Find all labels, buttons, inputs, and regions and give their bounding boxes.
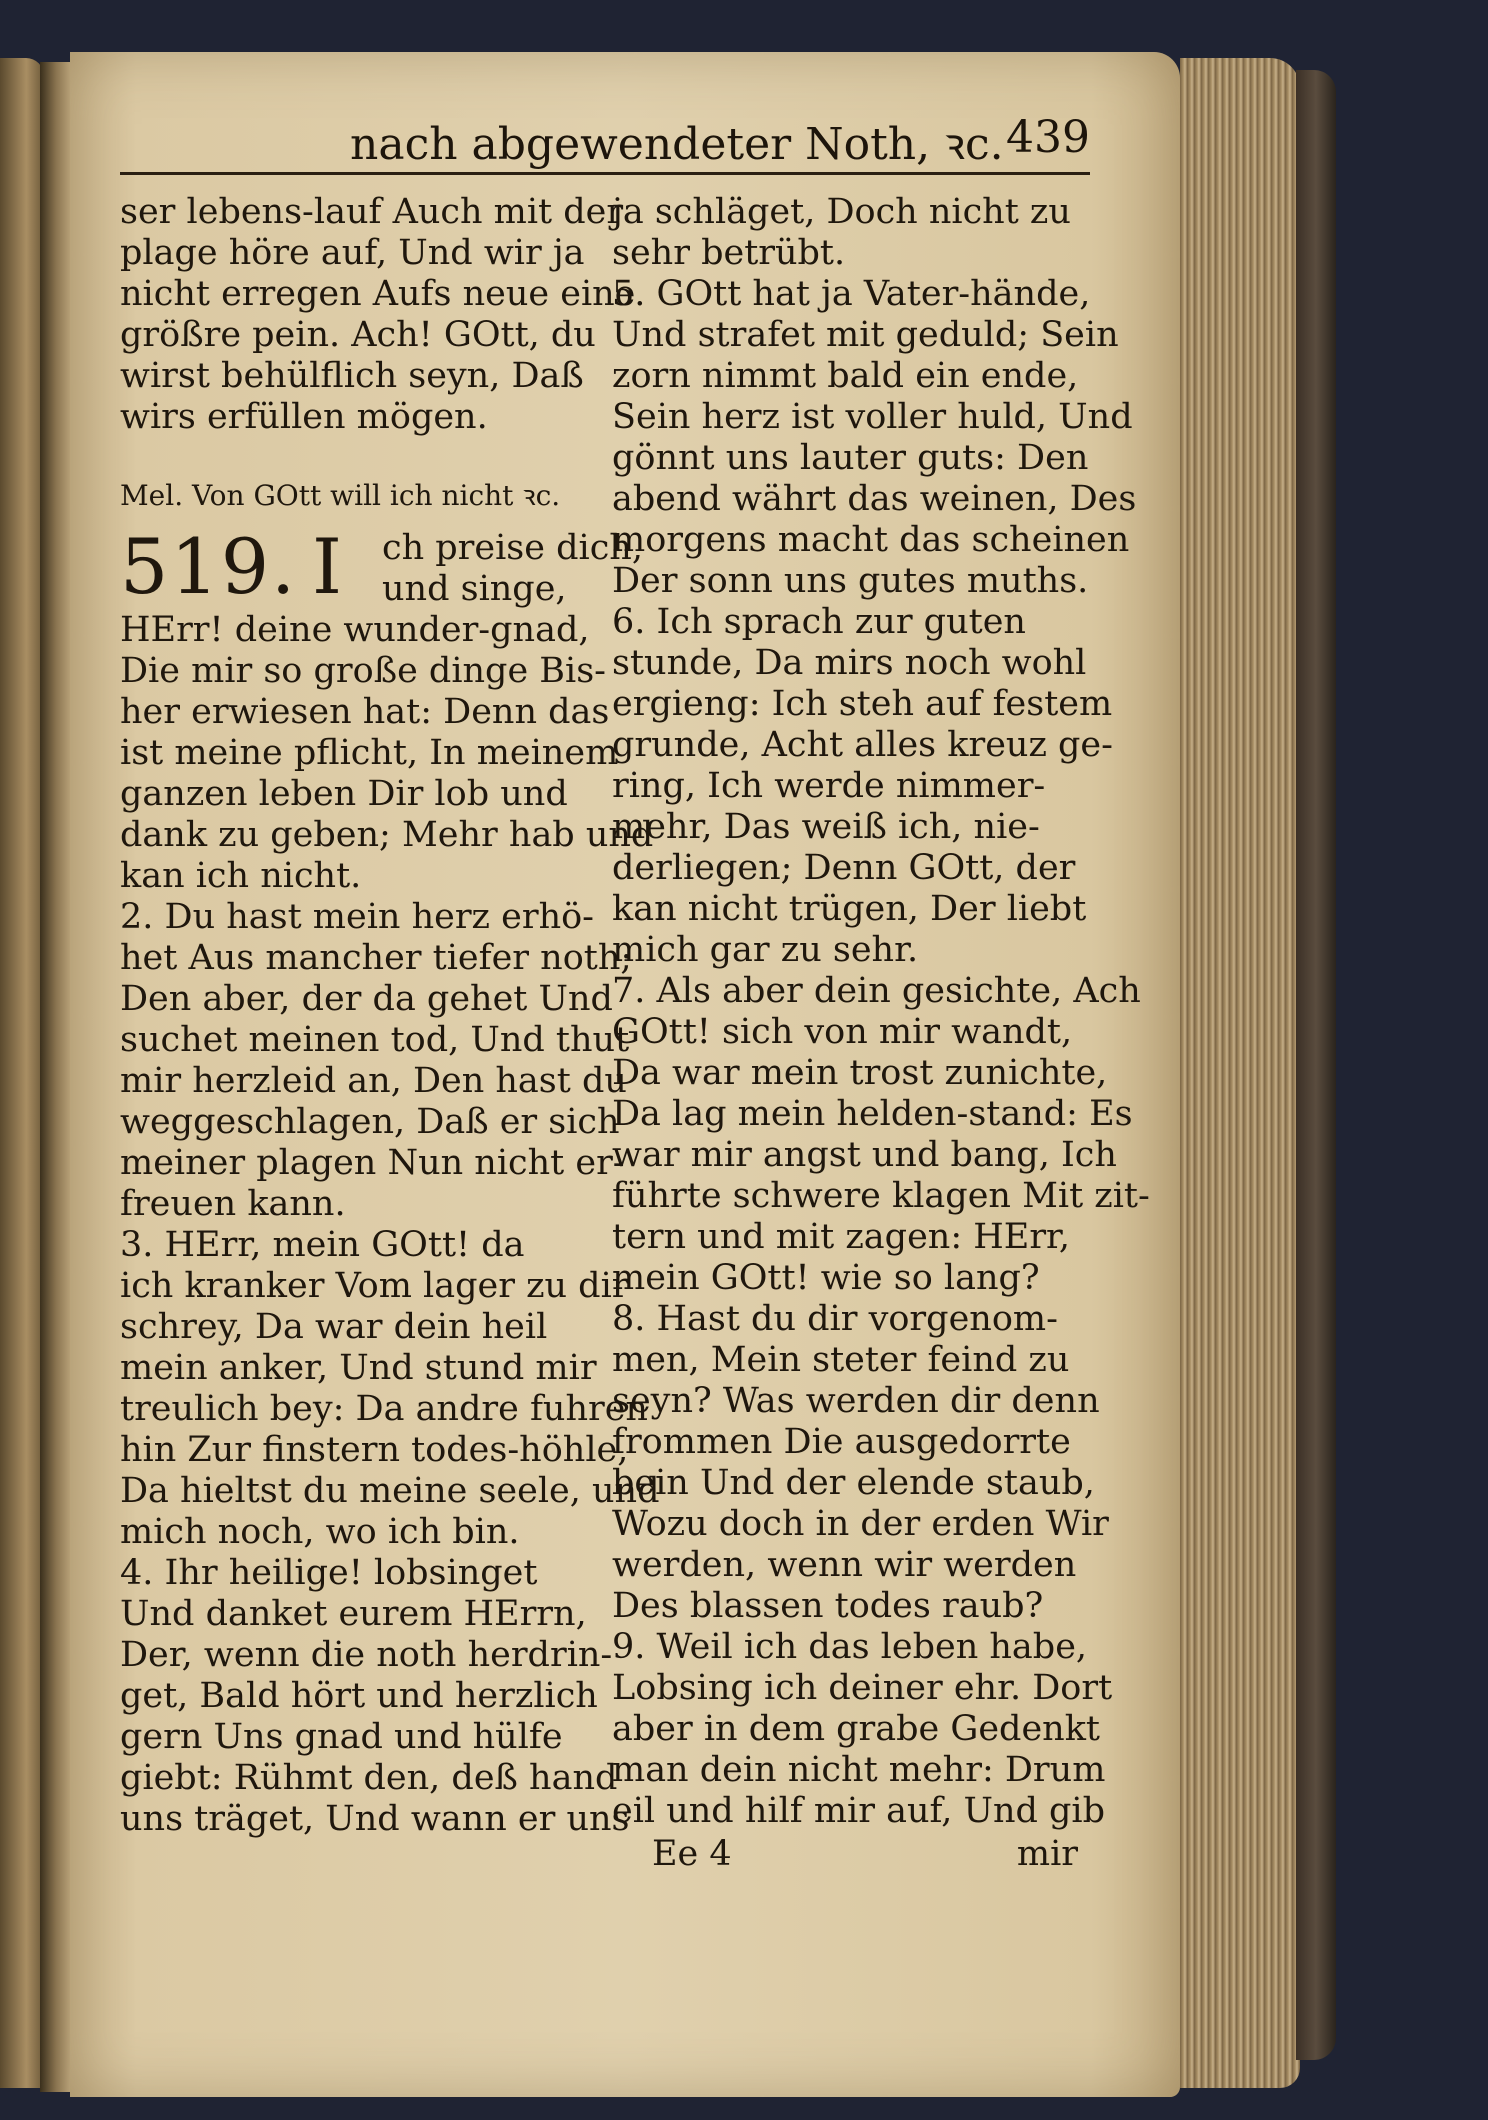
text-line: Lobsing ich deiner ehr. Dort <box>612 1668 1113 1708</box>
text-line: het Aus mancher tiefer noth; <box>120 938 633 978</box>
text-line: eil und hilf mir auf, Und gib <box>612 1791 1106 1831</box>
hymn-number: 519. <box>120 522 298 611</box>
page-footer <box>612 1834 1082 1875</box>
text-line: freuen kann. <box>120 1184 346 1224</box>
text-line: 5. GOtt hat ja Vater-hände, <box>612 274 1091 314</box>
text-line: zorn nimmt bald ein ende, <box>612 356 1079 396</box>
text-line: Und strafet mit geduld; Sein <box>612 315 1119 355</box>
text-line: mich noch, wo ich bin. <box>120 1512 520 1552</box>
text-line: treulich bey: Da andre fuhren <box>120 1389 648 1429</box>
text-line: grunde, Acht alles kreuz ge- <box>612 725 1113 765</box>
text-line: Wozu doch in der erden Wir <box>612 1504 1109 1544</box>
text-line: get, Bald hört und herzlich <box>120 1676 598 1716</box>
text-line: mich gar zu sehr. <box>612 930 919 970</box>
text-line: ring, Ich werde nimmer- <box>612 766 1046 806</box>
text-line: 2. Du hast mein herz erhö- <box>120 897 595 937</box>
signature-mark: Ee 4 <box>652 1834 732 1874</box>
text-line: Sein herz ist voller huld, Und <box>612 397 1133 437</box>
text-line: suchet meinen tod, Und thut <box>120 1020 630 1060</box>
text-line: men, Mein steter feind zu <box>612 1340 1070 1380</box>
text-line: ch preise dich, <box>382 528 643 568</box>
text-line: seyn? Was werden dir denn <box>612 1381 1100 1421</box>
text-line: abend währt das weinen, Des <box>612 479 1137 519</box>
text-line: kan nicht trügen, Der liebt <box>612 889 1087 929</box>
hymn-start <box>120 522 643 611</box>
text-line: 9. Weil ich das leben habe, <box>612 1627 1088 1667</box>
text-line: 7. Als aber dein gesichte, Ach <box>612 971 1141 1011</box>
catchword: mir <box>1016 1834 1078 1874</box>
text-line: gönnt uns lauter guts: Den <box>612 438 1089 478</box>
melody-indication: Mel. Von GOtt will ich nicht ꝛc. <box>120 479 561 512</box>
text-line: wirs erfüllen mögen. <box>120 397 488 437</box>
text-line: man dein nicht mehr: Drum <box>612 1750 1106 1790</box>
text-line: Den aber, der da gehet Und <box>120 979 613 1019</box>
text-line: ich kranker Vom lager zu dir <box>120 1266 629 1306</box>
text-line: ja schläget, Doch nicht zu <box>612 192 1071 232</box>
text-line: her erwiesen hat: Denn das <box>120 692 610 732</box>
text-line: dank zu geben; Mehr hab und <box>120 815 654 855</box>
text-line: gern Uns gnad und hülfe <box>120 1717 563 1757</box>
text-line: ist meine pflicht, In meinem <box>120 733 619 773</box>
text-line: wirst behülflich seyn, Daß <box>120 356 584 396</box>
text-line: Und danket eurem HErrn, <box>120 1594 587 1634</box>
page-edges <box>1180 58 1300 2088</box>
text-line: Da war mein trost zunichte, <box>612 1053 1108 1093</box>
text-line: HErr! deine wunder-gnad, <box>120 610 590 650</box>
facing-page-edge <box>0 58 44 2088</box>
running-title: nach abgewendeter Noth, ꝛc. <box>350 119 1004 170</box>
page-header <box>120 112 1090 172</box>
text-line: plage höre auf, Und wir ja <box>120 233 585 273</box>
text-line: Da hieltst du meine seele, und <box>120 1471 660 1511</box>
right-column <box>612 192 1150 1875</box>
text-line: aber in dem grabe Gedenkt <box>612 1709 1100 1749</box>
text-line: derliegen; Denn GOtt, der <box>612 848 1076 888</box>
page-number: 439 <box>1006 112 1090 163</box>
text-line: mein GOtt! wie so lang? <box>612 1258 1040 1298</box>
text-line: meiner plagen Nun nicht er- <box>120 1143 625 1183</box>
text-line: werden, wenn wir werden <box>612 1545 1077 1585</box>
text-line: hin Zur finstern todes-höhle, <box>120 1430 629 1470</box>
text-line: 4. Ihr heilige! lobsinget <box>120 1553 538 1593</box>
text-line: und singe, <box>382 569 567 609</box>
text-line: uns träget, Und wann er uns <box>120 1799 630 1839</box>
text-line: 3. HErr, mein GOtt! da <box>120 1225 525 1265</box>
book-cover-edge <box>1296 70 1336 2060</box>
text-line: mehr, Das weiß ich, nie- <box>612 807 1040 847</box>
drop-initial: I <box>312 522 343 611</box>
text-line: weggeschlagen, Daß er sich <box>120 1102 620 1142</box>
text-line: schrey, Da war dein heil <box>120 1307 548 1347</box>
left-column <box>120 192 660 1840</box>
text-line: giebt: Rühmt den, deß hand <box>120 1758 618 1798</box>
text-line: war mir angst und bang, Ich <box>612 1135 1117 1175</box>
text-line: Des blassen todes raub? <box>612 1586 1044 1626</box>
text-line: Da lag mein helden-stand: Es <box>612 1094 1133 1134</box>
text-line: sehr betrübt. <box>612 233 846 273</box>
text-line: Der, wenn die noth herdrin- <box>120 1635 613 1675</box>
text-line: ergieng: Ich steh auf festem <box>612 684 1113 724</box>
text-line: morgens macht das scheinen <box>612 520 1130 560</box>
text-line: tern und mit zagen: HErr, <box>612 1217 1071 1257</box>
header-rule <box>120 172 1090 175</box>
text-line: stunde, Da mirs noch wohl <box>612 643 1087 683</box>
text-line: nicht erregen Aufs neue eine <box>120 274 636 314</box>
text-line: mein anker, Und stund mir <box>120 1348 597 1388</box>
text-line: ganzen leben Dir lob und <box>120 774 568 814</box>
text-line: bein Und der elende staub, <box>612 1463 1095 1503</box>
text-line: Der sonn uns gutes muths. <box>612 561 1089 601</box>
text-line: kan ich nicht. <box>120 856 362 896</box>
text-line: führte schwere klagen Mit zit- <box>612 1176 1150 1216</box>
text-line: GOtt! sich von mir wandt, <box>612 1012 1073 1052</box>
text-line: ser lebens-lauf Auch mit der <box>120 192 624 232</box>
text-line: mir herzleid an, Den hast du <box>120 1061 627 1101</box>
text-line: 6. Ich sprach zur guten <box>612 602 1026 642</box>
text-line: frommen Die ausgedorrte <box>612 1422 1071 1462</box>
text-line: 8. Hast du dir vorgenom- <box>612 1299 1058 1339</box>
text-line: größre pein. Ach! GOtt, du <box>120 315 596 355</box>
text-line: Die mir so große dinge Bis- <box>120 651 607 691</box>
